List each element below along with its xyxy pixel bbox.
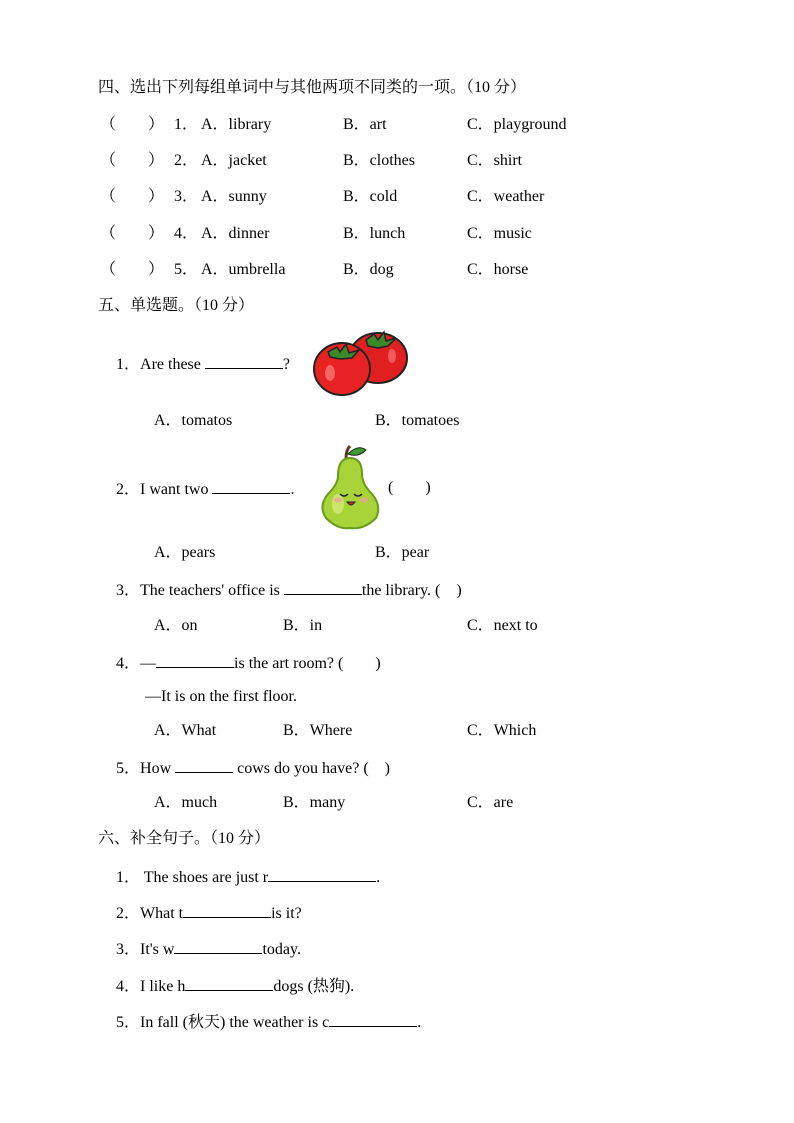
question-number: 1． xyxy=(116,356,141,373)
option-b[interactable]: B．cold xyxy=(343,188,398,205)
section-5-title: 五、单选题。（10 分） xyxy=(98,297,255,314)
question-3 xyxy=(116,579,462,601)
answer-blank[interactable] xyxy=(175,757,233,773)
item-number: 4． xyxy=(116,978,141,995)
question-end: the library. ( ) xyxy=(361,582,462,599)
sentence-end: . xyxy=(417,1014,422,1031)
option-c[interactable]: C．music xyxy=(467,225,532,242)
section-6-title: 六、补全句子。（10 分） xyxy=(98,830,271,847)
item-number: 4． xyxy=(174,225,199,242)
q2-option-a[interactable]: A．pears xyxy=(154,544,216,561)
answer-blank[interactable] xyxy=(205,353,283,369)
sentence-end: dogs (热狗). xyxy=(273,978,355,995)
option-a[interactable]: A．dinner xyxy=(201,225,270,242)
item-number: 2． xyxy=(174,152,199,169)
option-c[interactable]: C．playground xyxy=(467,116,567,133)
question-number: 3． xyxy=(116,582,141,599)
sentence-start: In fall (秋天) the weather is c xyxy=(140,1014,330,1031)
option-c[interactable]: C．horse xyxy=(467,261,529,278)
answer-blank[interactable] xyxy=(284,579,362,595)
sentence-5 xyxy=(116,1011,421,1033)
q3-option-c[interactable]: C．next to xyxy=(467,617,538,634)
answer-paren[interactable]: （ ） xyxy=(100,116,165,133)
q4-option-b[interactable]: B．Where xyxy=(283,722,353,739)
question-end: . xyxy=(290,481,295,498)
answer-paren[interactable]: （ ） xyxy=(100,152,165,169)
question-dash: — xyxy=(140,655,157,672)
sentence-1 xyxy=(116,866,380,888)
item-number: 1． xyxy=(116,869,141,886)
question-text: I want two xyxy=(140,481,209,498)
question-end: is the art room? ( ) xyxy=(234,655,381,672)
question-text: Are these xyxy=(140,356,201,373)
option-b[interactable]: B．dog xyxy=(343,261,394,278)
question-4 xyxy=(116,652,381,674)
sentence-end: today. xyxy=(262,941,301,958)
q5-option-b[interactable]: B．many xyxy=(283,794,346,811)
question-number: 4． xyxy=(116,655,141,672)
item-number: 5． xyxy=(174,261,199,278)
q5-option-c[interactable]: C．are xyxy=(467,794,514,811)
sentence-start: What t xyxy=(140,905,184,922)
q1-option-a[interactable]: A．tomatos xyxy=(154,412,233,429)
option-a[interactable]: A．jacket xyxy=(201,152,267,169)
q4-option-c[interactable]: C．Which xyxy=(467,722,537,739)
question-text: How xyxy=(140,760,172,777)
option-b[interactable]: B．art xyxy=(343,116,387,133)
answer-paren[interactable]: （ ） xyxy=(100,261,165,278)
question-text: The teachers' office is xyxy=(140,582,280,599)
question-5 xyxy=(116,757,390,779)
q2-option-b[interactable]: B．pear xyxy=(375,544,430,561)
option-a[interactable]: A．umbrella xyxy=(201,261,286,278)
sentence-4 xyxy=(116,975,354,997)
question-number: 5． xyxy=(116,760,141,777)
tomatoes-icon xyxy=(312,328,410,398)
option-c[interactable]: C．shirt xyxy=(467,152,523,169)
section-4-title: 四、选出下列每组单词中与其他两项不同类的一项。（10 分） xyxy=(98,79,527,96)
answer-blank[interactable] xyxy=(212,478,290,494)
answer-blank[interactable] xyxy=(268,866,376,882)
item-number: 1． xyxy=(174,116,199,133)
q3-option-b[interactable]: B．in xyxy=(283,617,323,634)
option-a[interactable]: A．sunny xyxy=(201,188,267,205)
item-number: 3． xyxy=(116,941,141,958)
sentence-end: is it? xyxy=(271,905,302,922)
option-b[interactable]: B．clothes xyxy=(343,152,415,169)
answer-blank[interactable] xyxy=(183,902,271,918)
q4-reply: —It is on the first floor. xyxy=(145,688,297,705)
q5-option-a[interactable]: A．much xyxy=(154,794,218,811)
option-c[interactable]: C．weather xyxy=(467,188,545,205)
pear-icon xyxy=(316,444,384,530)
answer-blank[interactable] xyxy=(174,938,262,954)
answer-blank[interactable] xyxy=(329,1011,417,1027)
answer-paren[interactable]: （ ） xyxy=(100,188,165,205)
item-number: 5． xyxy=(116,1014,141,1031)
sentence-start: It's w xyxy=(140,941,175,958)
q3-option-a[interactable]: A．on xyxy=(154,617,198,634)
option-a[interactable]: A．library xyxy=(201,116,272,133)
sentence-end: . xyxy=(376,869,381,886)
answer-blank[interactable] xyxy=(185,975,273,991)
question-1 xyxy=(116,353,290,375)
question-number: 2． xyxy=(116,481,141,498)
q1-option-b[interactable]: B．tomatoes xyxy=(375,412,460,429)
item-number: 3． xyxy=(174,188,199,205)
item-number: 2． xyxy=(116,905,141,922)
question-end: cows do you have? ( ) xyxy=(237,760,390,777)
sentence-3 xyxy=(116,938,301,960)
q2-answer-paren[interactable]: ( ) xyxy=(388,479,431,496)
question-end: ? xyxy=(282,356,290,373)
q4-option-a[interactable]: A．What xyxy=(154,722,217,739)
sentence-start: I like h xyxy=(140,978,186,995)
sentence-start: The shoes are just r xyxy=(140,869,269,886)
sentence-2 xyxy=(116,902,302,924)
option-b[interactable]: B．lunch xyxy=(343,225,406,242)
answer-paren[interactable]: （ ） xyxy=(100,225,165,242)
question-2 xyxy=(116,478,294,500)
answer-blank[interactable] xyxy=(156,652,234,668)
